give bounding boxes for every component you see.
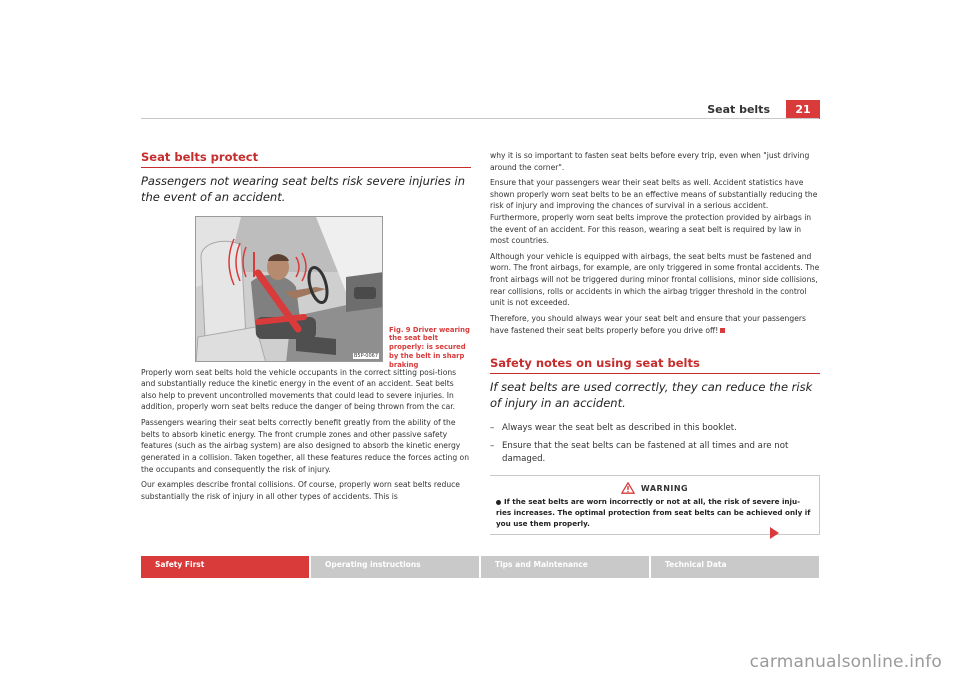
driver-illustration xyxy=(196,217,383,362)
paragraph: Although your vehicle is equipped with airbags, the seat belts must be fastened and worn. The front airbags, for example, are only triggered in some frontal accidents. The front airbags will not be triggered during minor frontal collisions, minor side collisions, rear collisions, rolls or accidents in which the airbag trigger threshold in the control unit is not exceeded. xyxy=(490,251,820,308)
section-subtitle-seat-belts-protect: Passengers not wearing seat belts risk severe injuries in the event of an accident. xyxy=(141,174,465,205)
paragraph: Properly worn seat belts hold the vehicle occupants in the correct sitting posi-tions and substantially reduce the kinetic energy in the event of an accident. Seat belts also help to prevent uncontrolled movements that could lead to severe injuries. In addition, properly worn seat belts reduce the danger of being thrown from the car. xyxy=(141,367,457,412)
dash-marker: – xyxy=(490,440,495,451)
paragraph: Passengers wearing their seat belts correctly benefit greatly from the ability of the belts to absorb kinetic energy. The front crumple zones and other passive safety features (such as the airbag system) are also designed to absorb the kinetic energy generated in a collision. Taken together, all these features reduce the forces acting on the occupants and consequently the risk of injury. xyxy=(141,418,470,474)
left-column xyxy=(141,150,471,506)
paragraph: why it is so important to fasten seat belts before every trip, even when "just driving around the corner". xyxy=(490,151,810,172)
list-item xyxy=(490,440,820,466)
footer-tab-operating-instructions[interactable]: Operating instructions xyxy=(311,556,479,578)
warning-header xyxy=(496,482,813,494)
next-page-arrow-icon[interactable] xyxy=(770,527,779,539)
bullet-icon xyxy=(496,500,501,505)
footer-tab-technical-data[interactable]: Technical Data xyxy=(651,556,819,578)
figure-code: B5P-0067 xyxy=(353,352,378,359)
paragraph-with-end-mark xyxy=(490,313,820,336)
paragraph-text: Therefore, you should always wear your seat belt and ensure that your passengers have fastened their seat belts properly before you drive off! xyxy=(490,313,806,335)
instruction-list xyxy=(490,422,820,466)
header-title: Seat belts xyxy=(707,103,770,116)
section-title-safety-notes: Safety notes on using seat belts xyxy=(490,356,820,374)
warning-heading: WARNING xyxy=(640,483,689,493)
right-column xyxy=(490,150,820,535)
end-of-section-mark-icon xyxy=(720,328,725,333)
paragraph: Ensure that your passengers wear their seat belts as well. Accident statistics have shown properly worn seat belts to be an effective means of substantially reducing the risk of injury and improving the chances of survival in a serious accident. Furthermore, properly worn seat belts improve the protection provided by airbags in the event of an accident. For this reason, wearing a seat belt is required by law in most countries. xyxy=(490,178,818,246)
footer-nav xyxy=(141,556,819,578)
section-safety-notes xyxy=(490,356,820,535)
page-number-tab: 21 xyxy=(786,100,820,119)
footer-tab-tips-and-maintenance[interactable]: Tips and Maintenance xyxy=(481,556,649,578)
figure-driver-seat-belt xyxy=(195,216,383,362)
dash-marker: – xyxy=(490,422,495,433)
list-item xyxy=(490,422,820,435)
warning-box xyxy=(490,475,820,534)
figure-caption: Fig. 9 Driver wearing the seat belt properly: is secured by the belt in sharp braking xyxy=(389,325,470,369)
footer-tab-safety-first[interactable]: Safety First xyxy=(141,556,309,578)
list-item-text: Always wear the seat belt as described in this booklet. xyxy=(502,422,737,433)
paragraph: Our examples describe frontal collisions. Of course, properly worn seat belts reduce substantially the risk of injury in all other types of accidents. This is xyxy=(141,480,460,501)
warning-body: If the seat belts are worn incorrectly or not at all, the risk of severe inju-ries increases. The optimal protection from seat belts can be achieved only if you use them properly. xyxy=(496,497,811,529)
warning-text xyxy=(496,497,813,529)
warning-triangle-icon xyxy=(621,482,635,494)
watermark-text: carmanualsonline.info xyxy=(749,652,942,672)
header-rule xyxy=(141,118,819,119)
section-subtitle-safety-notes: If seat belts are used correctly, they can reduce the risk of injury in an accident. xyxy=(490,380,813,411)
list-item-text: Ensure that the seat belts can be fastened at all times and are not damaged. xyxy=(502,440,789,464)
figure-row xyxy=(141,216,471,369)
section-title-seat-belts-protect: Seat belts protect xyxy=(141,150,471,168)
